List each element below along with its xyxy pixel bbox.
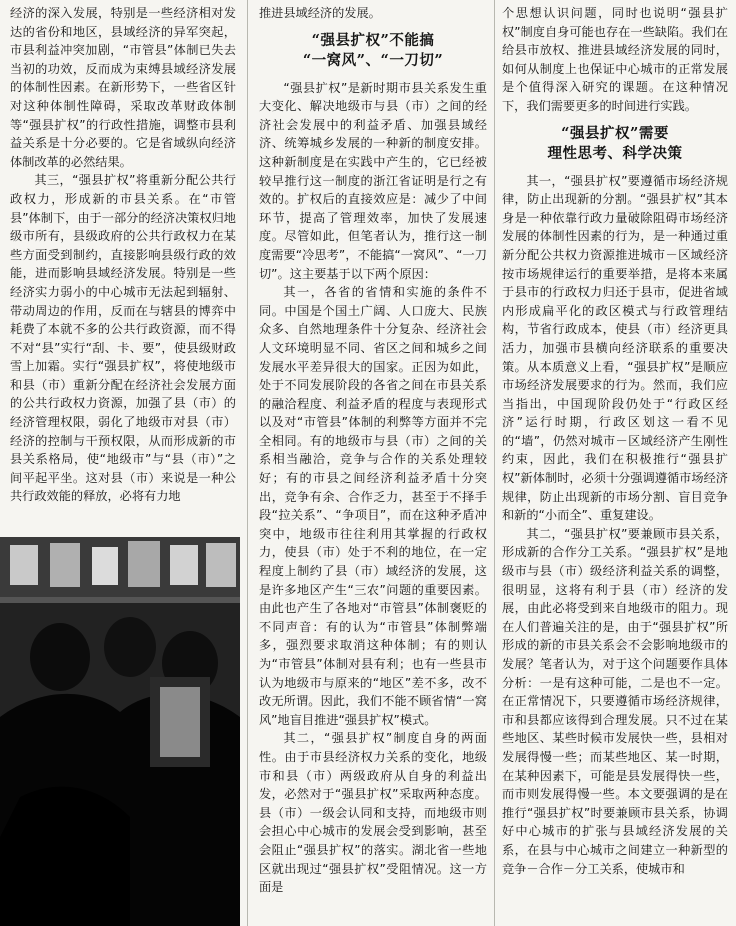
section-heading bbox=[502, 124, 728, 164]
section-heading-line: “一窝风”、“一刀切” bbox=[302, 51, 444, 69]
paragraph: 其二，“强县扩权”要兼顾市县关系，形成新的合作分工关系。“强县扩权”是地级市与县（市）级经济利益关系的调整，很明显，这将有利于县（市）经济的发展，由此必将受到来自地级市的阻力。现在人们普遍关注的是，由于“强县扩权”所形成的新的市县关系会不会影响地级市的发展？笔者认为，对于这个问题要作具体分析：一是有这种可能，二是也不一定。在正常情况下，只要遵循市场经济规律，市和县都应该得到合理发展。只不过在某些地区、某些时候市发展快一些，县相对发展得慢一些；而某些地区、某一时期，在某种因素下，可能是县发展得快一些，而市则发展得慢一些。本文要强调的是在推行“强县扩权”时要兼顾市县关系，协调好中心城市的扩张与县域经济发展的关系，在县与中心城市之间建立一种新型的竞争－合作－分工关系，使城市和 bbox=[502, 526, 728, 876]
section-heading-line: 理性思考、科学决策 bbox=[547, 144, 683, 162]
column-2 bbox=[259, 4, 487, 924]
section-heading bbox=[259, 31, 487, 71]
paragraph: “强县扩权”是新时期市县关系发生重大变化、解决地级市与县（市）之间的经济社会发展中的利益矛盾、加强县域经济、统筹城乡发展的一种新的制度安排。这种新制度是在实践中产生的，它已经被较早推行这一制度的浙江省证明是行之有效的。扩权后的直接效应是：减少了中间环节，提高了管理效率，加快了发展速度。尽管如此，但笔者认为，推行这一制度需要“冷思考”，不能搞“一窝风”、“一刀切”。这主要基于以下两个原因： bbox=[259, 80, 487, 281]
column-divider bbox=[494, 0, 495, 926]
section-heading-line: “强县扩权”需要 bbox=[561, 124, 669, 142]
column-3 bbox=[502, 4, 728, 924]
photo bbox=[0, 537, 240, 926]
paragraph: 推进县域经济的发展。 bbox=[259, 6, 381, 20]
paragraph: 其三，“强县扩权”将重新分配公共行政权力，形成新的市县关系。在“市管县”体制下，由于一部分的经济决策权归地级市所有，县级政府的公共行政权力在某些方面受到制约，直接影响县级行政的效能，进而影响县域经济发展。特别是一些经济实力弱小的中心城市无法起到辐射、带动周边的作用，反而在与辖县的博弈中耗费了本就不多的公共行政资源，而不得不对“县”实行“刮、卡、要”，使县级财政雪上加霜。实行“强县扩权”，将使地级市和县（市）重新分配在经济社会发展方面的公共行政权力资源，加强了县（市）的经济管理权限，弱化了地级市对县（市）经济的控制与干预权限，从而形成新的市县关系格局，使“地级市”与“县（市）”之间平起平坐。这对县（市）来说是一种公共行政效能的释放，必将有力地 bbox=[10, 173, 236, 504]
paragraph: 个思想认识问题，同时也说明“强县扩权”制度自身可能也存在一些缺陷。我们在给县市放权、推进县域经济发展的同时，如何从制度上也保证中心城市的正常发展是个值得深入研究的课题。在这种情况下，我们需要更多的时间进行实践。 bbox=[502, 6, 728, 113]
paragraph: 其一，各省的省情和实施的条件不同。中国是个国土广阔、人口庞大、民族众多、自然地理条件十分复杂、经济社会人文环境明显不同、省区之间和城乡之间发展水平差异很大的国家。正因为如此，处于不同发展阶段的各省之间在市县关系的融洽程度、利益矛盾的程度与表现形式以及对“市管县”体制的利弊等方面并不完全相同。有的地级市与县（市）之间的关系相当融洽，竞争与合作的关系处理较好；有的市县之间经济利益矛盾十分突出，竞争有余、合作乏力，甚至于不择手段“拉关系”、“争项目”，而在这种矛盾冲突中，地级市往往利用其掌握的行政权力，使县（市）处于不利的地位，在一定程度上制约了县（市）域经济的发展，这是许多地区产生“三农”问题的重要因素。由此也产生了各地对“市管县”体制褒贬的不同声音：有的认为“市管县”体制弊端多，强烈要求取消这种体制；有的则认为“市管县”体制对县有利；也有一些县市认为地级市与原来的“地区”差不多，改不改无所谓。因此，我们不能不顾省情“一窝风”地盲目推进“强县扩权”模式。 bbox=[259, 285, 487, 727]
paragraph: 经济的深入发展，特别是一些经济相对发达的省份和地区，县域经济的异军突起，市县利益冲突加剧，“市管县”体制已失去当初的功效，反而成为束缚县域经济发展的体制性因素。在新形势下，一些省区针对这种体制性障碍，采取改革财政体制等“强县扩权”的行政性措施，调整市县利益关系是十分必要的。它是省域纵向经济体制改革的必然结果。 bbox=[10, 6, 236, 169]
column-divider bbox=[247, 0, 248, 926]
photo-image bbox=[0, 537, 240, 926]
paragraph: 其一，“强县扩权”要遵循市场经济规律，防止出现新的分割。“强县扩权”其本身是一种依靠行政力量破除阻碍市场经济发展的体制性因素的行为，是一种通过重新分配公共权力资源推进城市－区域经济按市场规律运行的重要举措，是将本来属于县市的行政权力归还于县市，促进省域内形成扁平化的政区模式与行政管理结构，节省行政成本，使县（市）经济更具活力，加强市县横向经济联系的重要决策。从本质意义上看，“强县扩权”是顺应市场经济发展要求的行为。然而，我们应当指出，中国现阶段仍处于“行政区经济”运行时期，行政区划这一看不见的“墙”，仍然对城市－区域经济产生刚性约束，因此，我们在积极推行“强县扩权”新体制时，必须十分强调遵循市场经济规律，防止出现新的市场分割、盲目竞争和新的“小而全”、重复建设。 bbox=[502, 173, 728, 523]
paragraph: 其二，“强县扩权”制度自身的两面性。由于市县经济权力关系的变化，地级市和县（市）两级政府从自身的利益出发，必然对于“强县扩权”采取两种态度。县（市）一级会认同和支持，而地级市则会担心中心城市的发展会受到影响，甚至会阻止“强县扩权”的落实。湖北省一些地区就出现过“强县扩权”受阻情况。这一方面是 bbox=[259, 731, 487, 895]
section-heading-line: “强县扩权”不能搞 bbox=[311, 31, 435, 49]
